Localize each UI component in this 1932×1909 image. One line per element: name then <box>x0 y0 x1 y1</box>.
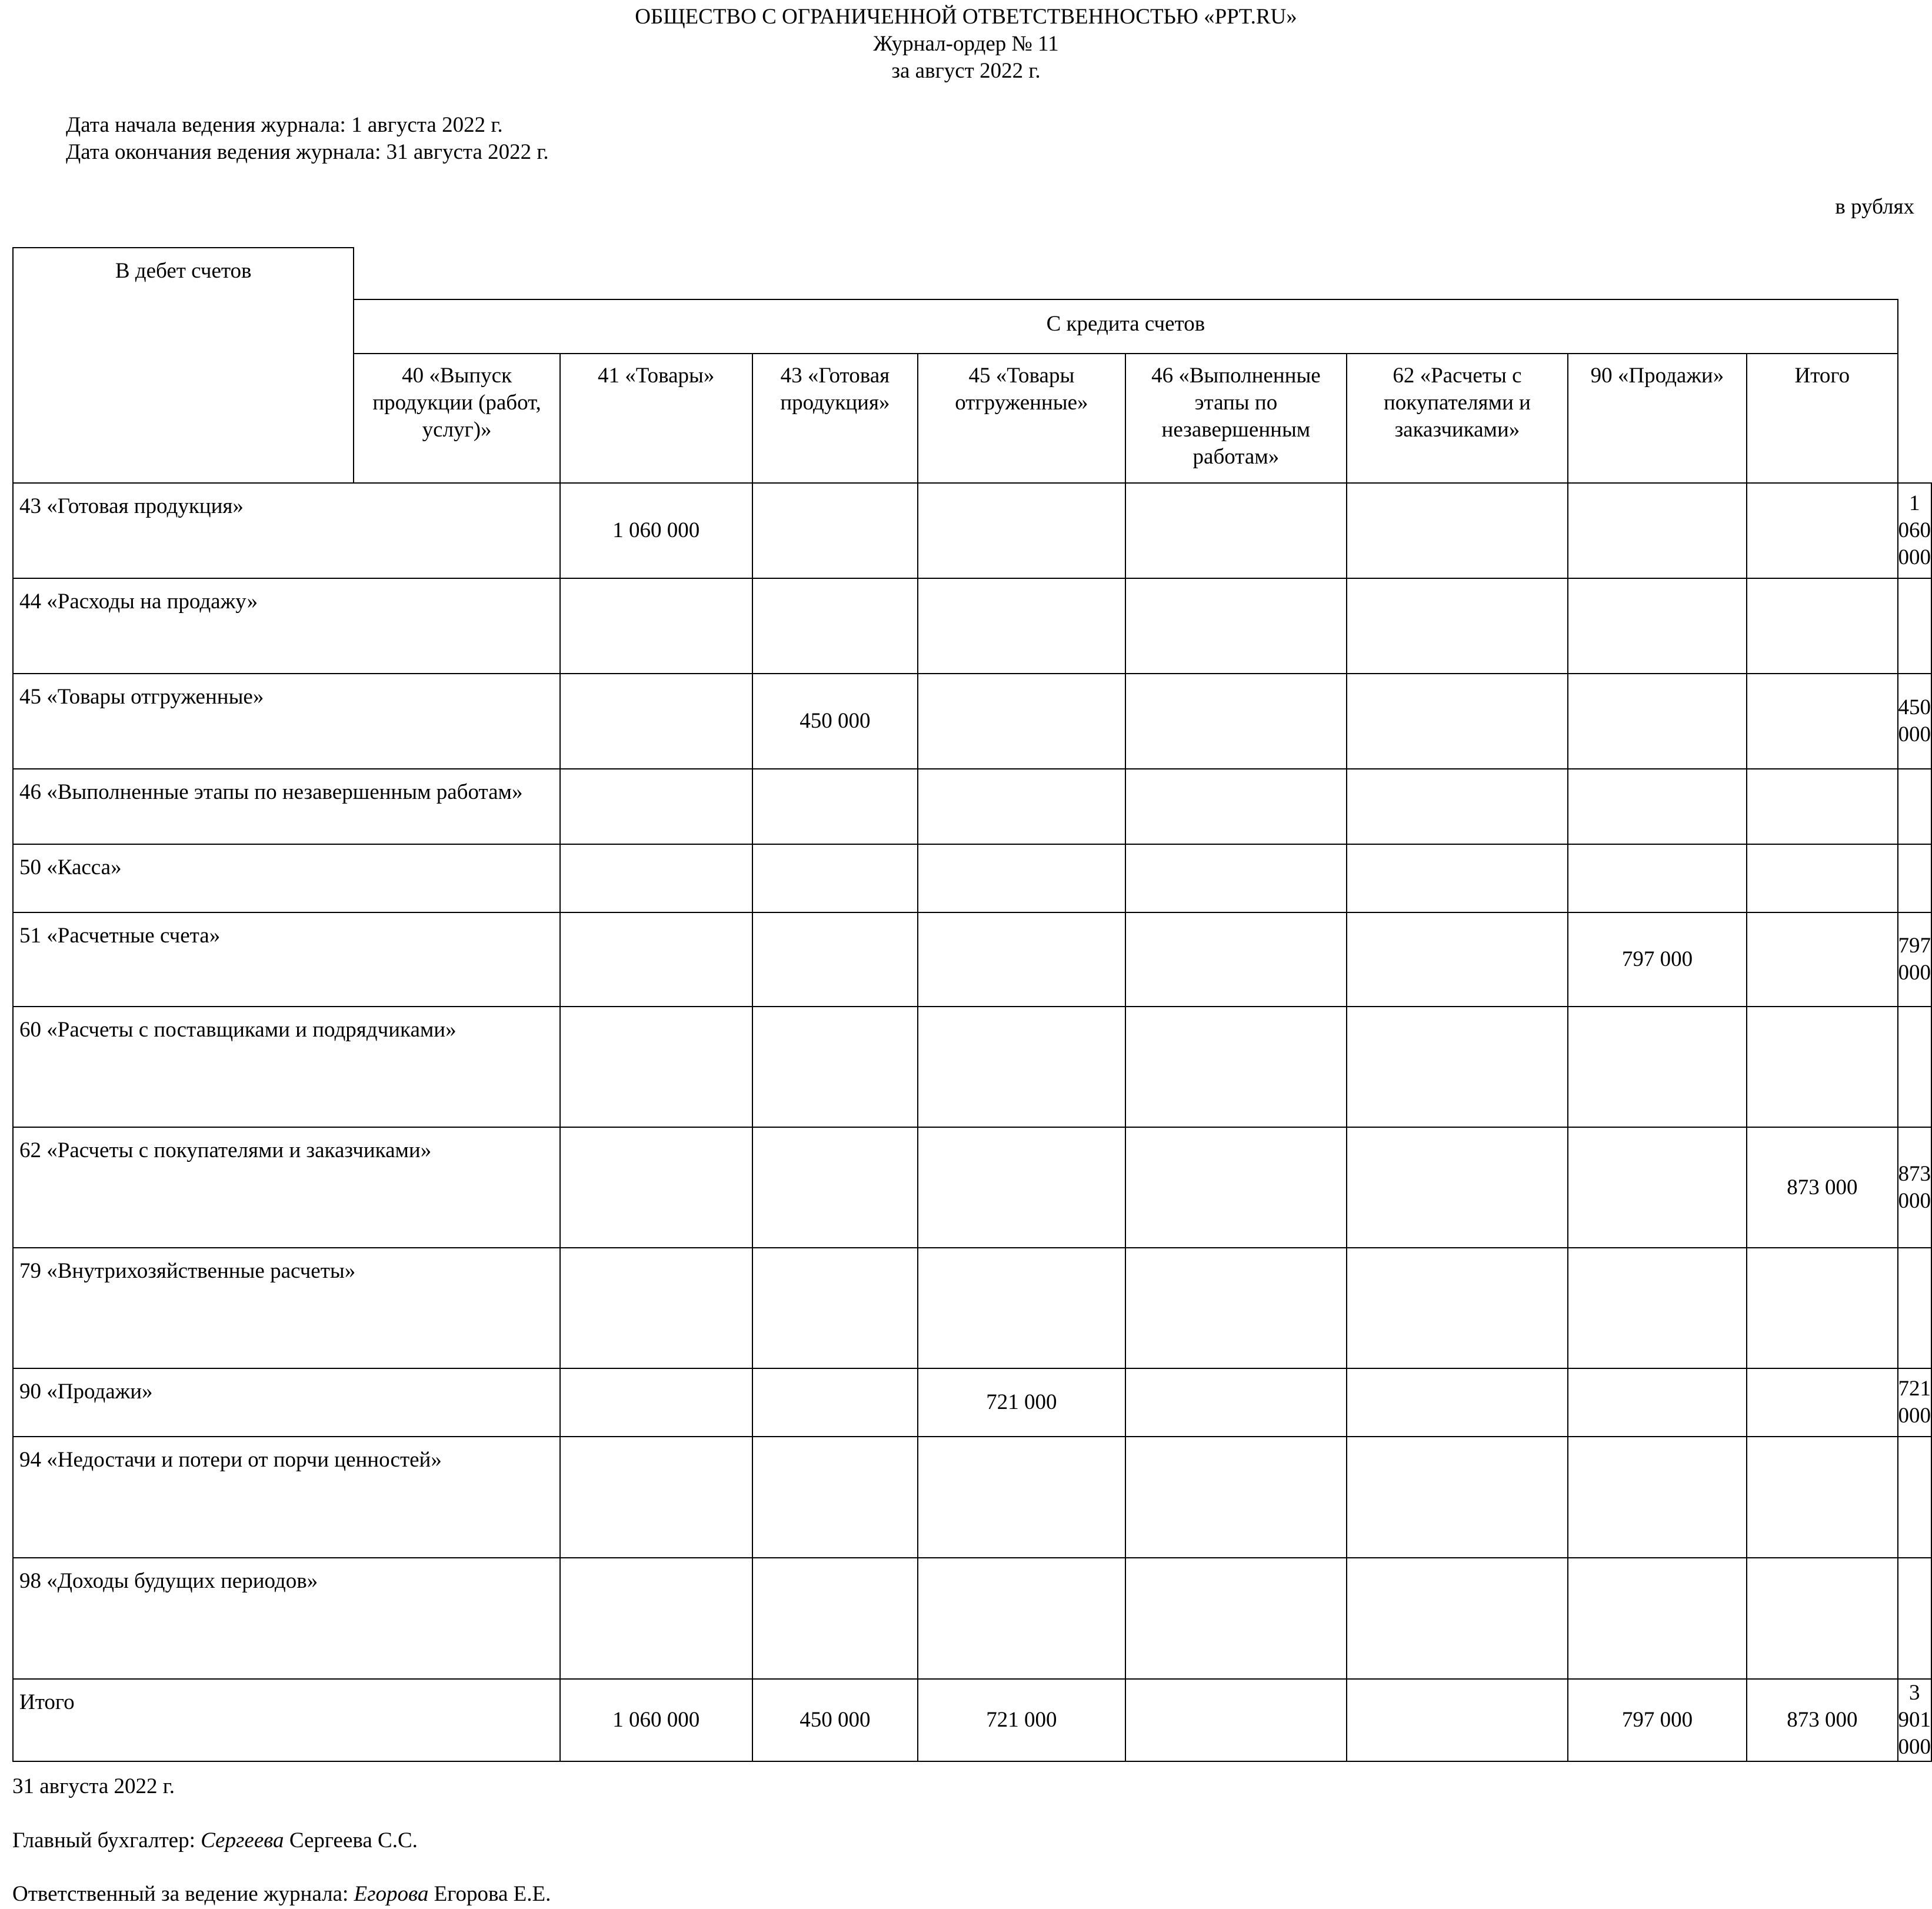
table-cell: 873 000 <box>1747 1127 1897 1248</box>
table-cell <box>752 483 918 578</box>
table-row <box>13 844 1931 912</box>
table-cell <box>1125 674 1347 769</box>
debit-accounts-header: В дебет счетов <box>13 248 354 483</box>
table-cell <box>918 1248 1125 1368</box>
table-row <box>13 1679 1931 1761</box>
table-cell <box>1747 1007 1897 1127</box>
table-cell: 3 901 000 <box>1898 1679 1932 1761</box>
table-cell <box>1568 769 1747 844</box>
table-cell <box>752 1127 918 1248</box>
table-cell <box>1125 578 1347 674</box>
table-cell <box>918 674 1125 769</box>
table-cell <box>752 1437 918 1558</box>
table-cell <box>1347 1558 1568 1679</box>
table-cell <box>1747 769 1897 844</box>
table-cell <box>1125 1679 1347 1761</box>
table-cell <box>560 769 752 844</box>
table-cell <box>1347 1248 1568 1368</box>
table-cell <box>1347 483 1568 578</box>
row-label: 45 «Товары отгруженные» <box>13 674 560 769</box>
table-cell <box>1125 1437 1347 1558</box>
table-row <box>13 1368 1931 1437</box>
column-header: 62 «Расчеты с покупателями и заказчиками» <box>1347 354 1568 483</box>
table-cell <box>918 1437 1125 1558</box>
responsible-label: Ответственный за ведение журнала: <box>12 1882 349 1906</box>
table-cell <box>1568 578 1747 674</box>
table-cell <box>1347 674 1568 769</box>
table-cell <box>560 1248 752 1368</box>
journal-dates <box>66 112 549 166</box>
row-label: 50 «Касса» <box>13 844 560 912</box>
chief-accountant-line <box>12 1828 418 1853</box>
table-cell <box>560 1437 752 1558</box>
table-cell <box>1898 1437 1932 1558</box>
table-cell <box>1125 844 1347 912</box>
table-cell <box>918 483 1125 578</box>
table-cell <box>560 1007 752 1127</box>
table-row <box>13 1007 1931 1127</box>
table-cell <box>1568 674 1747 769</box>
table-cell <box>1747 674 1897 769</box>
table-cell: 797 000 <box>1568 1679 1747 1761</box>
column-header: Итого <box>1747 354 1897 483</box>
table-cell <box>1125 483 1347 578</box>
row-label: 90 «Продажи» <box>13 1368 560 1437</box>
table-cell <box>560 844 752 912</box>
table-cell <box>1347 912 1568 1007</box>
column-header: 40 «Выпуск продукции (работ, услуг)» <box>354 354 559 483</box>
chief-label: Главный бухгалтер: <box>12 1828 195 1853</box>
table-cell <box>1347 1368 1568 1437</box>
table-cell: 797 000 <box>1568 912 1747 1007</box>
table-cell <box>918 578 1125 674</box>
table-row <box>13 1127 1931 1248</box>
units-note: в рублях <box>1835 195 1914 219</box>
table-cell <box>1747 844 1897 912</box>
table-cell <box>1747 1248 1897 1368</box>
table-cell <box>918 769 1125 844</box>
table-row <box>13 1437 1931 1558</box>
column-header: 43 «Готовая продукция» <box>752 354 918 483</box>
table-cell: 1 060 000 <box>560 1679 752 1761</box>
table-cell <box>1347 844 1568 912</box>
table-cell <box>1898 578 1932 674</box>
row-label: 79 «Внутрихозяйственные расчеты» <box>13 1248 560 1368</box>
table-cell <box>1125 912 1347 1007</box>
table-cell <box>1898 769 1932 844</box>
chief-signature: Сергеева <box>201 1828 284 1853</box>
journal-period: за август 2022 г. <box>891 59 1041 83</box>
table-cell <box>1747 1368 1897 1437</box>
table-cell <box>560 912 752 1007</box>
journal-order-table <box>12 247 1932 1762</box>
row-label: 46 «Выполненные этапы по незавершенным работам» <box>13 769 560 844</box>
table-cell: 873 000 <box>1747 1679 1897 1761</box>
table-cell <box>1568 1437 1747 1558</box>
table-cell <box>1898 1007 1932 1127</box>
table-cell <box>560 1368 752 1437</box>
table-cell <box>1125 1368 1347 1437</box>
table-cell <box>560 578 752 674</box>
row-label: Итого <box>13 1679 560 1761</box>
table-cell <box>752 578 918 674</box>
table-cell <box>1568 1368 1747 1437</box>
table-cell <box>560 674 752 769</box>
table-cell <box>918 1558 1125 1679</box>
table-cell <box>752 1558 918 1679</box>
table-cell <box>1347 1007 1568 1127</box>
table-cell <box>1125 1558 1347 1679</box>
table-cell: 797 000 <box>1898 912 1932 1007</box>
table-cell <box>1347 1127 1568 1248</box>
table-cell <box>1568 1248 1747 1368</box>
table-row <box>13 1248 1931 1368</box>
table-cell <box>1568 1558 1747 1679</box>
table-cell <box>1747 912 1897 1007</box>
table-cell <box>1568 1127 1747 1248</box>
table-cell: 450 000 <box>1898 674 1932 769</box>
table-cell: 450 000 <box>752 1679 918 1761</box>
responsible-person-line <box>12 1881 551 1907</box>
table-cell <box>1568 483 1747 578</box>
table-cell <box>918 1127 1125 1248</box>
table-cell <box>1747 1558 1897 1679</box>
column-header: 90 «Продажи» <box>1568 354 1747 483</box>
table-cell <box>1747 578 1897 674</box>
table-cell <box>1125 769 1347 844</box>
table-cell: 721 000 <box>918 1679 1125 1761</box>
table-cell <box>1347 1679 1568 1761</box>
start-date: Дата начала ведения журнала: 1 августа 2022 г. <box>66 113 503 137</box>
table-cell: 721 000 <box>918 1368 1125 1437</box>
table-cell: 721 000 <box>1898 1368 1932 1437</box>
company-name: ОБЩЕСТВО С ОГРАНИЧЕННОЙ ОТВЕТСТВЕННОСТЬЮ «PPT.RU» <box>635 5 1297 29</box>
table-cell <box>1898 844 1932 912</box>
table-cell <box>1568 844 1747 912</box>
table-cell <box>752 1248 918 1368</box>
table-cell <box>560 1127 752 1248</box>
row-label: 94 «Недостачи и потери от порчи ценностей» <box>13 1437 560 1558</box>
table-cell <box>918 912 1125 1007</box>
footer-date: 31 августа 2022 г. <box>12 1774 175 1798</box>
table-cell: 1 060 000 <box>560 483 752 578</box>
table-cell <box>918 1007 1125 1127</box>
table-cell <box>560 1558 752 1679</box>
document-header <box>0 4 1932 85</box>
table-cell <box>1347 1437 1568 1558</box>
table-row <box>13 674 1931 769</box>
chief-name: Сергеева С.С. <box>289 1828 418 1853</box>
table-cell <box>1125 1127 1347 1248</box>
table-cell <box>1898 1248 1932 1368</box>
table-cell <box>1347 578 1568 674</box>
table-cell <box>752 769 918 844</box>
table-cell: 1 060 000 <box>1898 483 1932 578</box>
row-label: 98 «Доходы будущих периодов» <box>13 1558 560 1679</box>
credit-accounts-header: С кредита счетов <box>354 299 1897 354</box>
table-cell <box>752 1368 918 1437</box>
blank-area <box>354 248 1897 299</box>
table-cell <box>1347 769 1568 844</box>
column-header: 45 «Товары отгруженные» <box>918 354 1125 483</box>
row-label: 60 «Расчеты с поставщиками и подрядчиками» <box>13 1007 560 1127</box>
table-cell <box>752 912 918 1007</box>
table-row <box>13 769 1931 844</box>
table-cell <box>1747 1437 1897 1558</box>
table-cell <box>752 844 918 912</box>
table-row <box>13 578 1931 674</box>
responsible-signature: Егорова <box>354 1882 429 1906</box>
table-cell <box>1568 1007 1747 1127</box>
row-label: 43 «Готовая продукция» <box>13 483 560 578</box>
row-label: 51 «Расчетные счета» <box>13 912 560 1007</box>
table-cell: 873 000 <box>1898 1127 1932 1248</box>
row-label: 62 «Расчеты с покупателями и заказчиками» <box>13 1127 560 1248</box>
table-row <box>13 483 1931 578</box>
table-row <box>13 1558 1931 1679</box>
table-cell <box>752 1007 918 1127</box>
table-cell <box>918 844 1125 912</box>
table-cell: 450 000 <box>752 674 918 769</box>
responsible-name: Егорова Е.Е. <box>434 1882 551 1906</box>
journal-title: Журнал-ордер № 11 <box>873 32 1059 56</box>
column-header: 41 «Товары» <box>560 354 752 483</box>
end-date: Дата окончания ведения журнала: 31 августа 2022 г. <box>66 140 549 164</box>
column-header: 46 «Выполненные этапы по незавершенным работам» <box>1125 354 1347 483</box>
table-cell <box>1125 1248 1347 1368</box>
table-cell <box>1898 1558 1932 1679</box>
row-label: 44 «Расходы на продажу» <box>13 578 560 674</box>
table-row <box>13 912 1931 1007</box>
table-cell <box>1747 483 1897 578</box>
table-cell <box>1125 1007 1347 1127</box>
